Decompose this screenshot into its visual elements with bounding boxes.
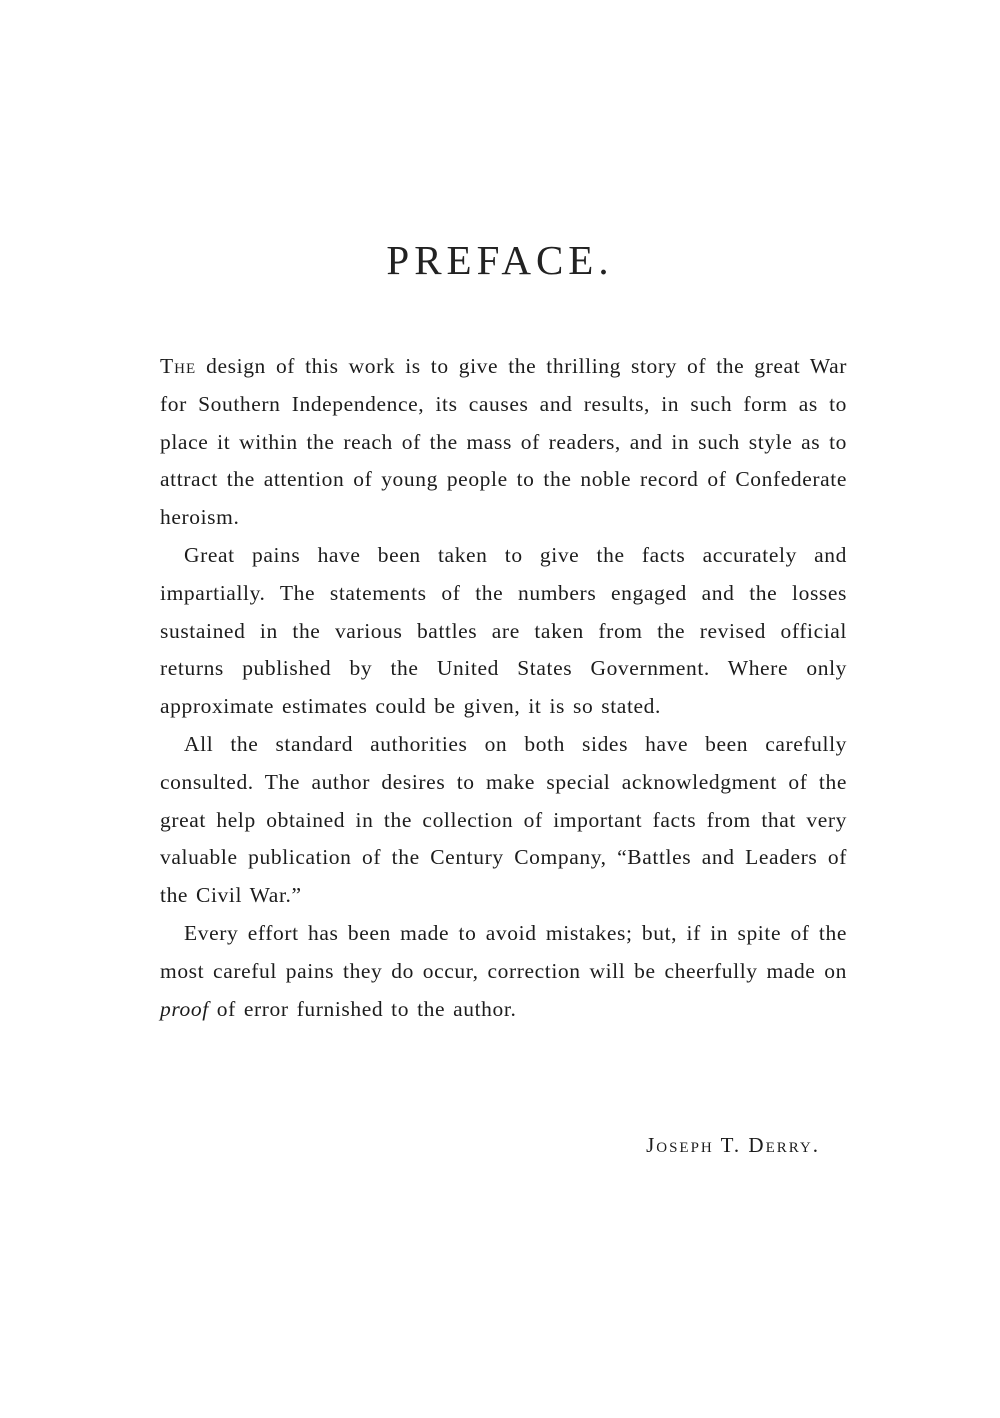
paragraph-1 bbox=[160, 348, 847, 537]
page-title: PREFACE. bbox=[386, 237, 614, 283]
paragraph-4-text-after: of error furnished to the author. bbox=[208, 996, 517, 1021]
paragraph-4 bbox=[160, 915, 847, 1028]
paragraph-4-text-before: Every effort has been made to avoid mistakes; but, if in spite of the most careful pains they do occur, correction will be cheerfully made on bbox=[160, 920, 847, 983]
paragraph-2: Great pains have been taken to give the facts accurately and impartially. The statements of the numbers engaged and the losses sustained in the various battles are taken from the revised official returns published by the United States Government. Where only approximate estimates could be given, it is so stated. bbox=[160, 542, 847, 719]
paragraph-4-emphasis: proof bbox=[160, 996, 209, 1021]
preface-body bbox=[160, 348, 847, 1028]
author-signature: Joseph T. Derry. bbox=[646, 1133, 820, 1157]
paragraph-lead-word: The bbox=[160, 354, 197, 378]
paragraph-1-text: design of this work is to give the thrilling story of the great War for Southern Independence, its causes and results, in such form as to place it within the reach of the mass of readers, and in such style as to attract the attention of young people to the noble record of Confederate heroism. bbox=[160, 354, 847, 530]
paragraph-3: All the standard authorities on both sides have been carefully consulted. The author desires to make special acknowledgment of the great help obtained in the collection of important facts from that very valuable publication of the Century Company, “Battles and Leaders of the Civil War.” bbox=[160, 731, 847, 908]
